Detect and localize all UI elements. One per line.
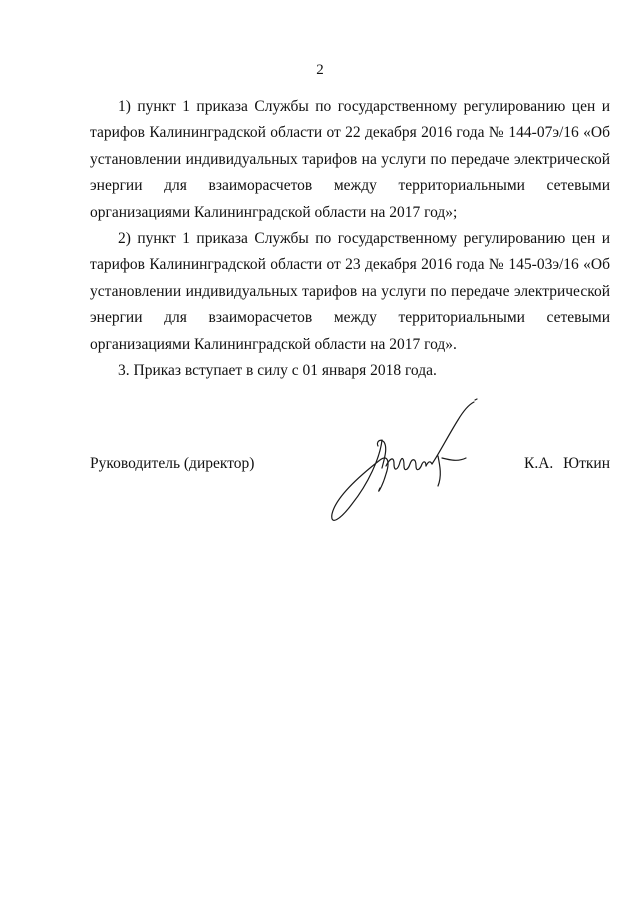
page-number: 2 (316, 62, 324, 78)
paragraph-item-2: 2) пункт 1 приказа Службы по государственному регулированию цен и тарифов Калининградской области от 23 декабря 2016 года № 145-03э/16 «Об установлении индивидуальных тарифов на услуги по передаче электрической энергии для взаиморасчетов между территориальными сетевыми организациями Калининградской области на 2017 год». (90, 230, 610, 353)
paragraph-effective-date: 3. Приказ вступает в силу с 01 января 2018 года. (118, 362, 437, 380)
signer-name: К.А. Юткин (524, 455, 610, 472)
document-body (90, 94, 610, 384)
signer-title: Руководитель (директор) (90, 455, 255, 472)
paragraph-item-1: 1) пункт 1 приказа Службы по государственному регулированию цен и тарифов Калининградской области от 22 декабря 2016 года № 144-07э/16 «Об установлении индивидуальных тарифов на услуги по передаче электрической энергии для взаиморасчетов между территориальными сетевыми организациями Калининградской области на 2017 год»; (90, 98, 610, 221)
handwritten-signature (318, 396, 488, 534)
